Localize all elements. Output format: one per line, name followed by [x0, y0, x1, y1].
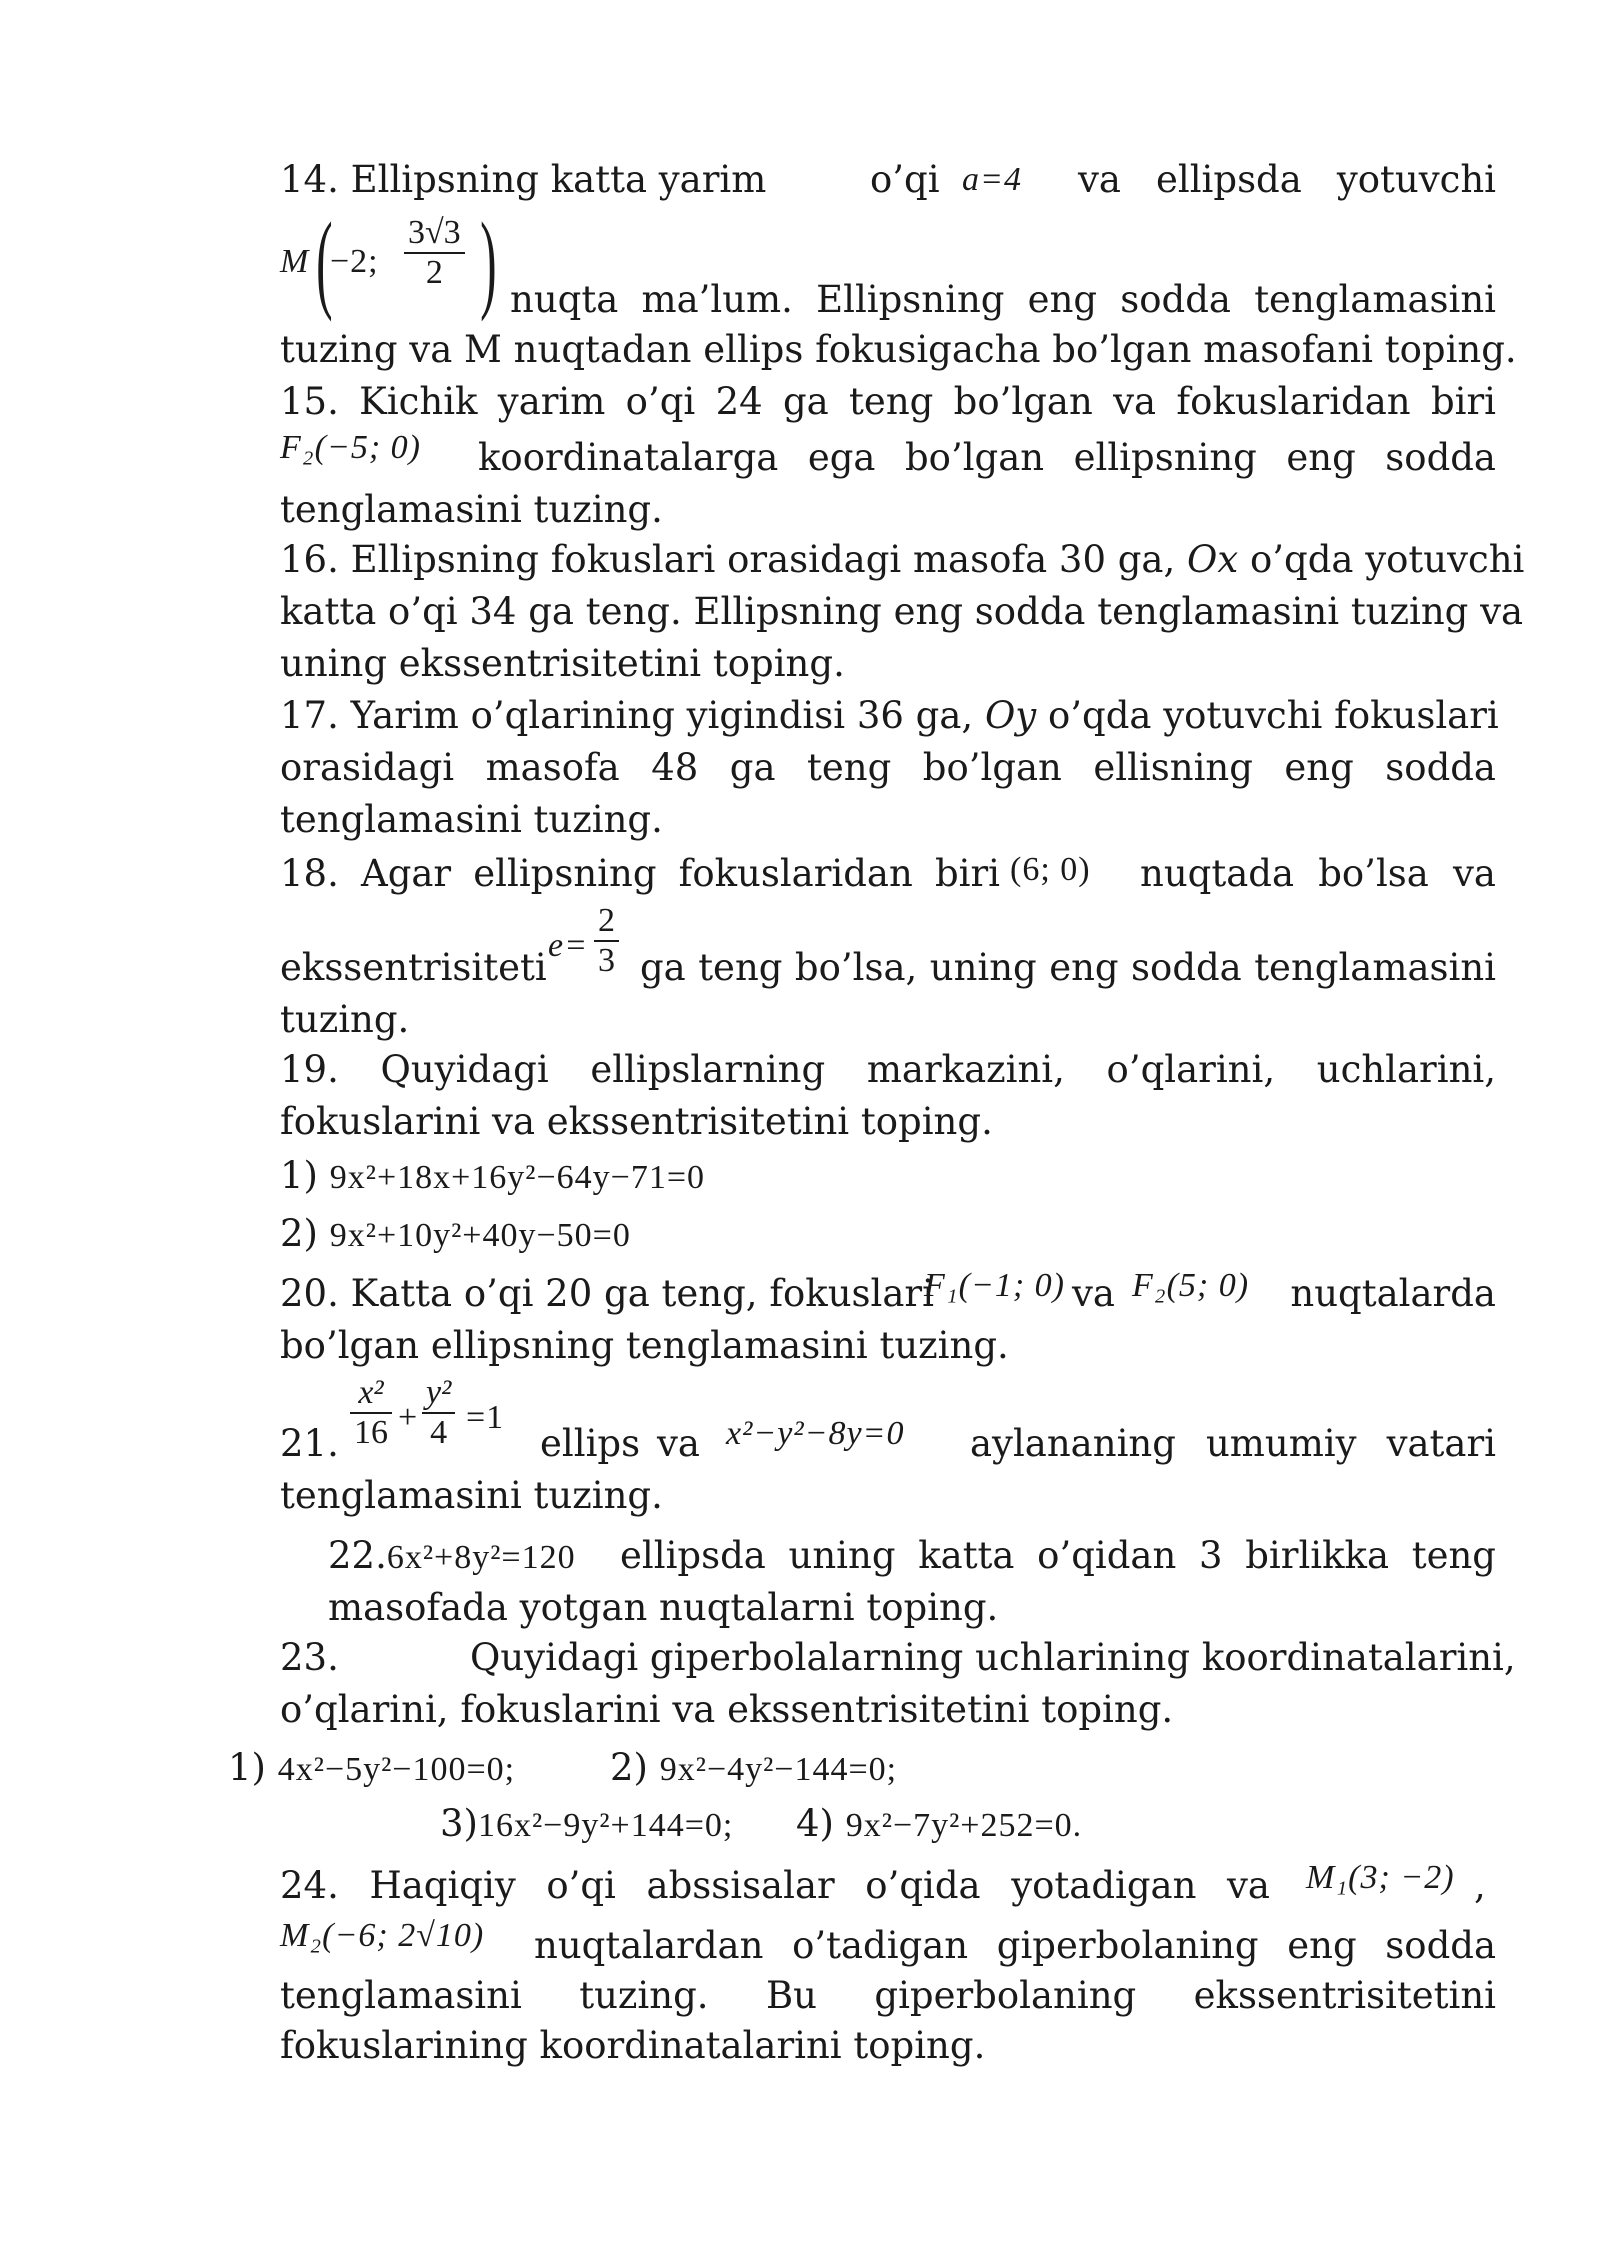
p19-eq2: 9x²+10y²+40y−50=0 [329, 1217, 631, 1254]
problem-24-line-1 [280, 1862, 1270, 1910]
problem-19-eq-2 [280, 1210, 1496, 1260]
p19-line-1-text: 19. Quyidagi ellipslarning markazini, o’qlarini, uchlarini, [280, 1048, 1496, 1091]
p21-eq-one-text: =1 [466, 1399, 505, 1436]
problem-19-eq-1 [280, 1152, 1496, 1202]
p17-text-a: 17. Yarim o’qlarining yigindisi 36 ga, [280, 694, 974, 737]
p18-e-label [548, 922, 598, 970]
p17-text-b: o’qda yotuvchi fokuslari [1047, 694, 1499, 737]
problem-24-line-4 [280, 2022, 1496, 2070]
p22-line-1-text: ellipsda uning katta o’qidan 3 birlikka teng [620, 1534, 1496, 1577]
p23-eq3: 16x²−9y²+144=0; [477, 1807, 734, 1844]
problem-14-line-3 [280, 326, 1517, 374]
p18-line-2-a: ekssentrisiteti [280, 946, 547, 989]
p24-comma-text: , [1474, 1864, 1486, 1907]
p21-frac1-den: 16 [354, 1414, 388, 1451]
p18-line-3-text: tuzing. [280, 998, 410, 1041]
problem-24-line-3 [280, 1972, 1496, 2020]
p23-eq4-label: 4) [796, 1802, 834, 1845]
p24-comma [1474, 1862, 1496, 1910]
p17-line-2-text: orasidagi masofa 48 ga teng bo’lgan ellisning eng sodda [280, 746, 1496, 789]
p21-num: 21. [280, 1422, 339, 1465]
p21-text-b-span: aylananing umumiy vatari [970, 1422, 1496, 1465]
problem-22-line-1 [620, 1532, 1496, 1580]
p23-eq-row-1b [610, 1744, 1600, 1794]
problem-21-line-2 [280, 1472, 1496, 1520]
p20-text-b: nuqtalarda [1290, 1272, 1496, 1315]
p21-number [280, 1420, 340, 1468]
p17-axis: Oy [984, 694, 1037, 737]
p24-line-3-text: tenglamasini tuzing. Bu giperbolaning ekssentrisitetini [280, 1974, 1496, 2017]
p21-text-b [970, 1420, 1496, 1468]
p18-line-2-b: ga teng bo’lsa, uning eng sodda tenglamasini [640, 946, 1496, 989]
problem-20-line-1a [280, 1270, 934, 1318]
p18-point-value: (6; 0) [1010, 851, 1091, 888]
p14-M-y-fraction [404, 214, 465, 292]
p20-line-2-text: bo’lgan ellipsning tenglamasini tuzing. [280, 1324, 1009, 1367]
p15-line-1-text: 15. Kichik yarim o’qi 24 ga teng bo’lgan va fokuslaridan biri [280, 380, 1496, 423]
problem-23-line-2 [280, 1686, 1496, 1734]
p14-M-x [330, 238, 410, 286]
problem-14-line-2 [510, 276, 1496, 324]
problem-24-line-2 [534, 1922, 1496, 1970]
p23-line-1-text: Quyidagi giperbolalarning uchlarining koordinatalarini, [470, 1636, 1516, 1679]
p18-text-b: nuqtada bo’lsa va [1140, 852, 1496, 895]
problem-16-line-2 [280, 588, 1524, 636]
p14-M-x-value: −2; [330, 243, 379, 280]
p20-va-text: va [1072, 1272, 1115, 1315]
problem-17-line-1 [280, 692, 1499, 740]
problem-18-line-3 [280, 996, 1496, 1044]
p21-text-a-span: ellips va [540, 1422, 700, 1465]
p22-eq [328, 1532, 628, 1582]
p23-eq3-label: 3) [440, 1802, 478, 1845]
problem-15-line-1 [280, 378, 1496, 426]
p16-line-3-text: uning ekssentrisitetini toping. [280, 642, 845, 685]
problem-18-line-1b [1140, 850, 1496, 898]
p18-e-fraction [594, 902, 619, 980]
p18-e-den: 3 [598, 942, 615, 979]
p19-eq1-label: 1) [280, 1154, 318, 1197]
p14-text-a: 14. Ellipsning katta yarim [280, 158, 767, 201]
problem-17-line-2 [280, 744, 1496, 792]
p22-line-2-text: masofada yotgan nuqtalarni toping. [328, 1586, 999, 1629]
p20-va [1072, 1270, 1132, 1318]
p14-M-label [280, 238, 320, 286]
p14-text-c-span: va ellipsda yotuvchi [1078, 158, 1496, 201]
p14-a-eq [962, 156, 1062, 204]
p19-eq2-label: 2) [280, 1212, 318, 1255]
p19-eq1: 9x²+18x+16y²−64y−71=0 [329, 1159, 706, 1196]
p17-line-3-text: tenglamasini tuzing. [280, 798, 663, 841]
p15-point-value: F₂(−5; 0) [280, 429, 421, 466]
p18-e-num: 2 [594, 902, 619, 942]
problem-20-line-2 [280, 1322, 1496, 1370]
p15-point [280, 424, 460, 472]
p23-eq-row-2b [796, 1800, 1600, 1850]
p16-text-a: 16. Ellipsning fokuslari orasidagi masofa 30 ga, [280, 538, 1176, 581]
problem-20-line-1b [1282, 1270, 1496, 1318]
p16-text-b: o’qda yotuvchi [1249, 538, 1525, 581]
p22-num: 22. [328, 1534, 387, 1577]
p14-oqi: o’qi [870, 158, 940, 201]
problem-19-line-1 [280, 1046, 1496, 1094]
p21-circle-eq [726, 1410, 966, 1458]
p24-line-4-text: fokuslarining koordinatalarini toping. [280, 2024, 986, 2067]
p24-M2-value: M₂(−6; 2√10) [280, 1917, 485, 1954]
p24-M1 [1306, 1854, 1486, 1902]
p21-frac1-num: x² [350, 1374, 392, 1414]
p24-M2 [280, 1912, 520, 1960]
p14-text-b [870, 156, 950, 204]
p14-left-paren: ( [316, 200, 333, 322]
p23-eq1: 4x²−5y²−100=0; [277, 1751, 516, 1788]
p15-line-3-text: tenglamasini tuzing. [280, 488, 663, 531]
p20-F2 [1132, 1262, 1282, 1310]
problem-23-line-1 [470, 1634, 1516, 1682]
p21-circle-value: x²−y²−8y=0 [726, 1415, 905, 1452]
p21-frac2-num: y² [422, 1374, 455, 1414]
p21-plus-sign: + [398, 1399, 419, 1436]
p21-line-2-text: tenglamasini tuzing. [280, 1474, 663, 1517]
p18-text-a: 18. Agar ellipsning fokuslaridan biri [280, 852, 1000, 895]
p20-F1-value: F₁(−1; 0) [924, 1267, 1065, 1304]
p16-line-2-text: katta o’qi 34 ga teng. Ellipsning eng sodda tenglamasini tuzing va [280, 590, 1524, 633]
p14-M-y-num: 3√3 [404, 214, 465, 254]
p14-a-value: a=4 [962, 161, 1022, 198]
p23-eq4: 9x²−7y²+252=0. [845, 1807, 1083, 1844]
p21-fraction-2 [422, 1374, 455, 1452]
problem-15-line-3 [280, 486, 1496, 534]
p14-right-paren: ) [480, 200, 497, 322]
p14-text-c [1078, 156, 1496, 204]
p22-equation: 6x²+8y²=120 [386, 1539, 576, 1576]
p14-line-2-text: nuqta ma’lum. Ellipsning eng sodda tenglamasini [510, 278, 1496, 321]
problem-18-line-2b [640, 944, 1496, 992]
p24-line-2-text: nuqtalardan o’tadigan giperbolaning eng sodda [534, 1924, 1496, 1967]
p14-line-3-text: tuzing va M nuqtadan ellips fokusigacha bo’lgan masofani toping. [280, 328, 1517, 371]
p23-eq2-label: 2) [610, 1746, 648, 1789]
p14-M-y-den: 2 [425, 254, 443, 291]
p23-eq1-label: 1) [228, 1746, 266, 1789]
p14-M-letter: M [280, 243, 310, 280]
p23-line-2-text: o’qlarini, fokuslarini va ekssentrisitetini toping. [280, 1688, 1174, 1731]
p18-e-letter: e= [548, 927, 589, 964]
p23-eq2: 9x²−4y²−144=0; [659, 1751, 898, 1788]
p20-text-a: 20. Katta o’qi 20 ga teng, fokuslari [280, 1272, 934, 1315]
problem-22-line-2 [328, 1584, 1544, 1632]
p20-F2-value: F₂(5; 0) [1132, 1267, 1250, 1304]
p24-M1-value: M₁(3; −2) [1306, 1859, 1455, 1896]
p21-text-a [540, 1420, 700, 1468]
p16-axis: Ox [1187, 538, 1239, 581]
problem-18-line-1a [280, 850, 1000, 898]
p24-line-1-text: 24. Haqiqiy o’qi abssisalar o’qida yotadigan va [280, 1864, 1270, 1907]
p21-fraction-1 [350, 1374, 392, 1452]
p21-frac2-den: 4 [430, 1414, 448, 1451]
problem-19-line-2 [280, 1098, 1496, 1146]
problem-18-line-2a [280, 944, 547, 992]
p23-num: 23. [280, 1636, 339, 1679]
p23-number [280, 1634, 360, 1682]
problem-16-line-1 [280, 536, 1525, 584]
problem-16-line-3 [280, 640, 1496, 688]
p15-line-2-text: koordinatalarga ega bo’lgan ellipsning eng sodda [478, 436, 1496, 479]
p18-point [1010, 846, 1130, 894]
problem-15-line-2 [478, 434, 1496, 482]
p21-eq-one [466, 1394, 526, 1442]
p20-F1 [924, 1262, 1094, 1310]
p19-line-2-text: fokuslarini va ekssentrisitetini toping. [280, 1100, 993, 1143]
problem-17-line-3 [280, 796, 1496, 844]
